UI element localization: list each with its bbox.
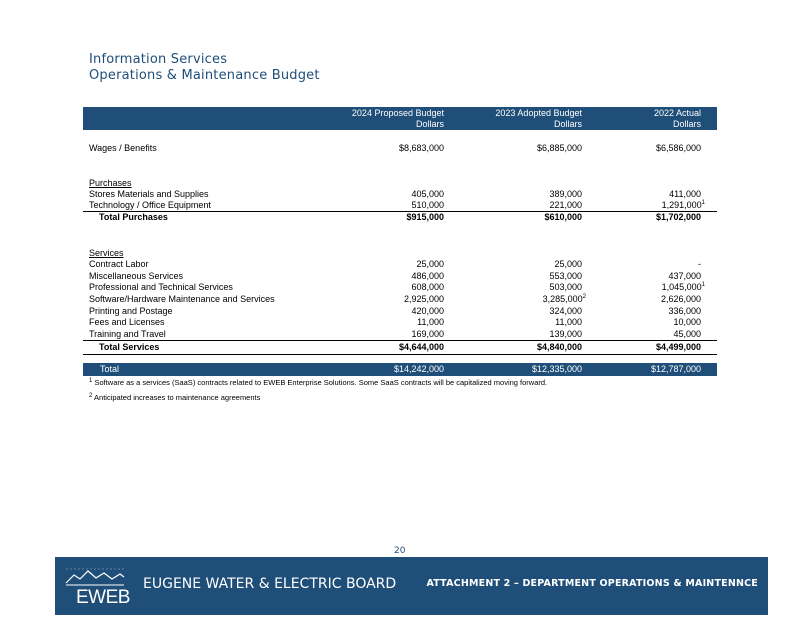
value-2022: - (698, 259, 701, 269)
footnote-2 (89, 393, 260, 402)
divider (83, 340, 717, 341)
table-row-total-purchases (89, 212, 717, 222)
value-2023: 389,000 (549, 189, 582, 199)
column-header-2022-line2: Dollars (672, 119, 701, 129)
value-2024: 11,000 (417, 317, 444, 327)
row-label: Contract Labor (89, 259, 149, 269)
eweb-logo (64, 565, 130, 608)
footnote-text: Anticipated increases to maintenance agreements (94, 393, 261, 402)
grand-total-row (83, 363, 717, 376)
value-2022-with-footnote (662, 200, 705, 210)
footnote-marker: 1 (89, 378, 93, 384)
column-header-2022-line1: 2022 Actual (653, 108, 701, 118)
row-label: Professional and Technical Services (89, 282, 233, 292)
grand-total-2024: $14,242,000 (393, 364, 444, 374)
table-row-wages (89, 143, 717, 153)
board-name: EUGENE WATER & ELECTRIC BOARD (143, 576, 397, 592)
value-2022: 2,626,000 (660, 294, 701, 304)
page-title (89, 52, 320, 84)
value-2022: 336,000 (668, 306, 701, 316)
services-heading: Services (89, 248, 124, 258)
value-2024: 405,000 (411, 189, 444, 199)
grand-total-label: Total (100, 364, 120, 374)
footnote-marker: 2 (89, 393, 93, 399)
page-number: 20 (394, 546, 406, 556)
column-header-2024-line1: 2024 Proposed Budget (351, 108, 444, 118)
attachment-label: ATTACHMENT 2 – DEPARTMENT OPERATIONS & MAINTENNCE (426, 578, 758, 589)
value-2023: 3,285,000 (542, 294, 583, 304)
table-row (89, 317, 717, 327)
logo-text: EWEB (76, 587, 130, 608)
table-row (89, 259, 717, 269)
table-row (89, 294, 717, 304)
value-2023: 25,000 (554, 259, 582, 269)
value-2023: $6,885,000 (536, 143, 582, 153)
table-row-total-services (89, 342, 717, 352)
value-2023: 324,000 (549, 306, 582, 316)
row-label: Printing and Postage (89, 306, 173, 316)
section-heading-services (89, 248, 717, 258)
value-2024: $915,000 (406, 212, 444, 222)
row-label: Miscellaneous Services (89, 271, 184, 281)
table-row (89, 282, 717, 292)
value-2023: 503,000 (549, 282, 582, 292)
divider (83, 354, 717, 355)
value-2022: 411,000 (669, 189, 701, 199)
value-2024: $4,644,000 (398, 342, 444, 352)
value-2022-with-footnote (662, 282, 705, 292)
column-header-2023-line2: Dollars (553, 119, 582, 129)
column-header-2023-line1: 2023 Adopted Budget (495, 108, 582, 118)
row-label: Training and Travel (89, 329, 166, 339)
footnote-marker: 1 (701, 282, 705, 288)
value-2022: 1,291,000 (661, 200, 702, 210)
value-2022: 1,045,000 (661, 282, 702, 292)
grand-total-2022: $12,787,000 (650, 364, 701, 374)
value-2022: 45,000 (673, 329, 701, 339)
row-label: Total Services (99, 342, 160, 352)
footnote-text: Software as a services (SaaS) contracts related to EWEB Enterprise Solutions. Some SaaS contracts will be capitalized moving forward. (94, 378, 548, 387)
table-row (89, 200, 717, 210)
title-line-2: Operations & Maintenance Budget (89, 68, 320, 83)
table-row (89, 329, 717, 339)
value-2024: 169,000 (411, 329, 444, 339)
column-header-2024 (352, 108, 444, 130)
value-2023: 221,000 (549, 200, 582, 210)
row-label: Software/Hardware Maintenance and Services (89, 294, 275, 304)
value-2024: 510,000 (411, 200, 444, 210)
value-2023: 553,000 (549, 271, 582, 281)
footnote-1 (89, 378, 547, 387)
column-header-2023 (495, 108, 582, 130)
row-label: Fees and Licenses (89, 317, 165, 327)
table-row (89, 271, 717, 281)
footer-banner (55, 557, 768, 615)
purchases-heading: Purchases (89, 178, 132, 188)
grand-total-2023: $12,335,000 (531, 364, 582, 374)
value-2024: 486,000 (411, 271, 444, 281)
value-2024: 25,000 (416, 259, 444, 269)
title-line-1: Information Services (89, 52, 228, 67)
value-2024: 420,000 (411, 306, 444, 316)
table-row (89, 306, 717, 316)
value-2023: 11,000 (555, 317, 582, 327)
row-label: Stores Materials and Supplies (89, 189, 209, 199)
value-2024: 2,925,000 (403, 294, 444, 304)
column-header-2022 (654, 108, 701, 130)
footnote-marker: 1 (701, 200, 705, 206)
table-header (83, 107, 717, 130)
value-2022: $6,586,000 (655, 143, 701, 153)
value-2023-with-footnote (543, 294, 586, 304)
row-label: Technology / Office Equipment (89, 200, 211, 210)
value-2022: $1,702,000 (655, 212, 701, 222)
row-label: Total Purchases (99, 212, 168, 222)
value-2024: $8,683,000 (398, 143, 444, 153)
section-heading-purchases (89, 178, 717, 188)
footnote-marker: 2 (582, 294, 586, 300)
value-2022: 10,000 (673, 317, 701, 327)
row-label: Wages / Benefits (89, 143, 157, 153)
value-2024: 608,000 (411, 282, 444, 292)
value-2023: 139,000 (549, 329, 582, 339)
value-2022: 437,000 (668, 271, 701, 281)
table-row (89, 189, 717, 199)
value-2022: $4,499,000 (655, 342, 701, 352)
value-2023: $4,840,000 (536, 342, 582, 352)
column-header-2024-line2: Dollars (415, 119, 444, 129)
value-2023: $610,000 (544, 212, 582, 222)
mountain-logo-icon (64, 565, 126, 587)
